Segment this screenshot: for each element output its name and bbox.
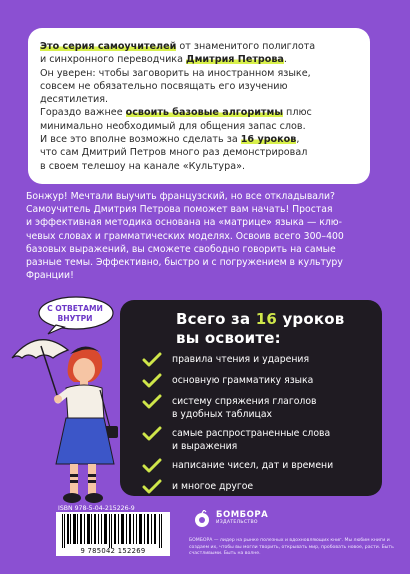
checkmark-icon [142, 394, 162, 410]
checkmark-icon [142, 373, 162, 389]
description-line: Бонжур! Мечтали выучить французский, но все откладывали? [26, 191, 335, 202]
publisher-name: БОМБОРА [216, 510, 269, 520]
checkmark-icon [142, 426, 162, 442]
intro-line: И все это вполне возможно сделать за 16 уроков, [40, 134, 300, 146]
list-item: правила чтения и ударения [142, 352, 372, 372]
barcode-bars [56, 514, 170, 548]
description-line: чевых словах и грамматических моделях. Освоив всего 300–400 [26, 230, 344, 242]
bombora-logo-icon [193, 510, 211, 528]
intro-line: и синхронного переводчика Дмитрия Петрова. [40, 54, 287, 66]
list-item: самые распространенные слова и выражения [142, 426, 372, 446]
list-item: написание чисел, дат и времени [142, 458, 372, 478]
answers-badge: С ОТВЕТАМИ ВНУТРИ [47, 304, 103, 323]
publisher-subtitle: ИЗДАТЕЛЬСТВО [216, 520, 258, 525]
intro-line: минимально необходимый для общения запас слов. [40, 120, 306, 132]
intro-line: что сам Дмитрий Петров много раз демонстрировал [40, 147, 308, 159]
list-item: и многое другое [142, 479, 372, 499]
list-item: систему спряжения глаголов в удобных таблицах [142, 394, 372, 414]
intro-card [28, 28, 370, 184]
publisher-tagline: БОМБОРА — лидер на рынке полезных и вдохновляющих книг. Мы любим книги и создаем их, чтобы вы могли творить, открывать мир, пробовать новое, расти. Быть счастливыми. Быть на волне. [189, 538, 394, 556]
barcode-number: 9 785042 152269 [80, 547, 146, 555]
description-line: Самоучитель Дмитрия Петрова поможет вам начать! Простая [26, 204, 333, 216]
intro-line: Это серия самоучителей от знаменитого полиглота [40, 41, 316, 52]
features-title: Всего за 16 уроков вы освоите: [176, 310, 345, 347]
checkmark-icon [142, 479, 162, 495]
description-line: и эффективная методика основана на «матрице» языка — клю- [26, 217, 342, 229]
description-line: базовых выражений, вы сможете свободно говорить на самые [26, 243, 336, 255]
girl-with-umbrella-illustration [8, 328, 128, 508]
description-line: Франции! [26, 270, 74, 282]
checkmark-icon [142, 352, 162, 368]
intro-line: Он уверен: чтобы заговорить на иностранном языке, [40, 67, 311, 79]
description-paragraph [26, 190, 386, 282]
description-line: разные темы. Эффективно, быстро и с погружением в культуру [26, 257, 343, 269]
intro-line: совсем не обязательно посвящать его изучению десятилетия. [40, 80, 288, 106]
isbn-label: ISBN 978-5-04-215226-9 [58, 505, 135, 512]
intro-line: Гораздо важнее освоить базовые алгоритмы плюс [40, 107, 312, 119]
list-item: основную грамматику языка [142, 373, 372, 393]
checkmark-icon [142, 458, 162, 474]
intro-line: в своем телешоу на канале «Культура». [40, 160, 246, 172]
